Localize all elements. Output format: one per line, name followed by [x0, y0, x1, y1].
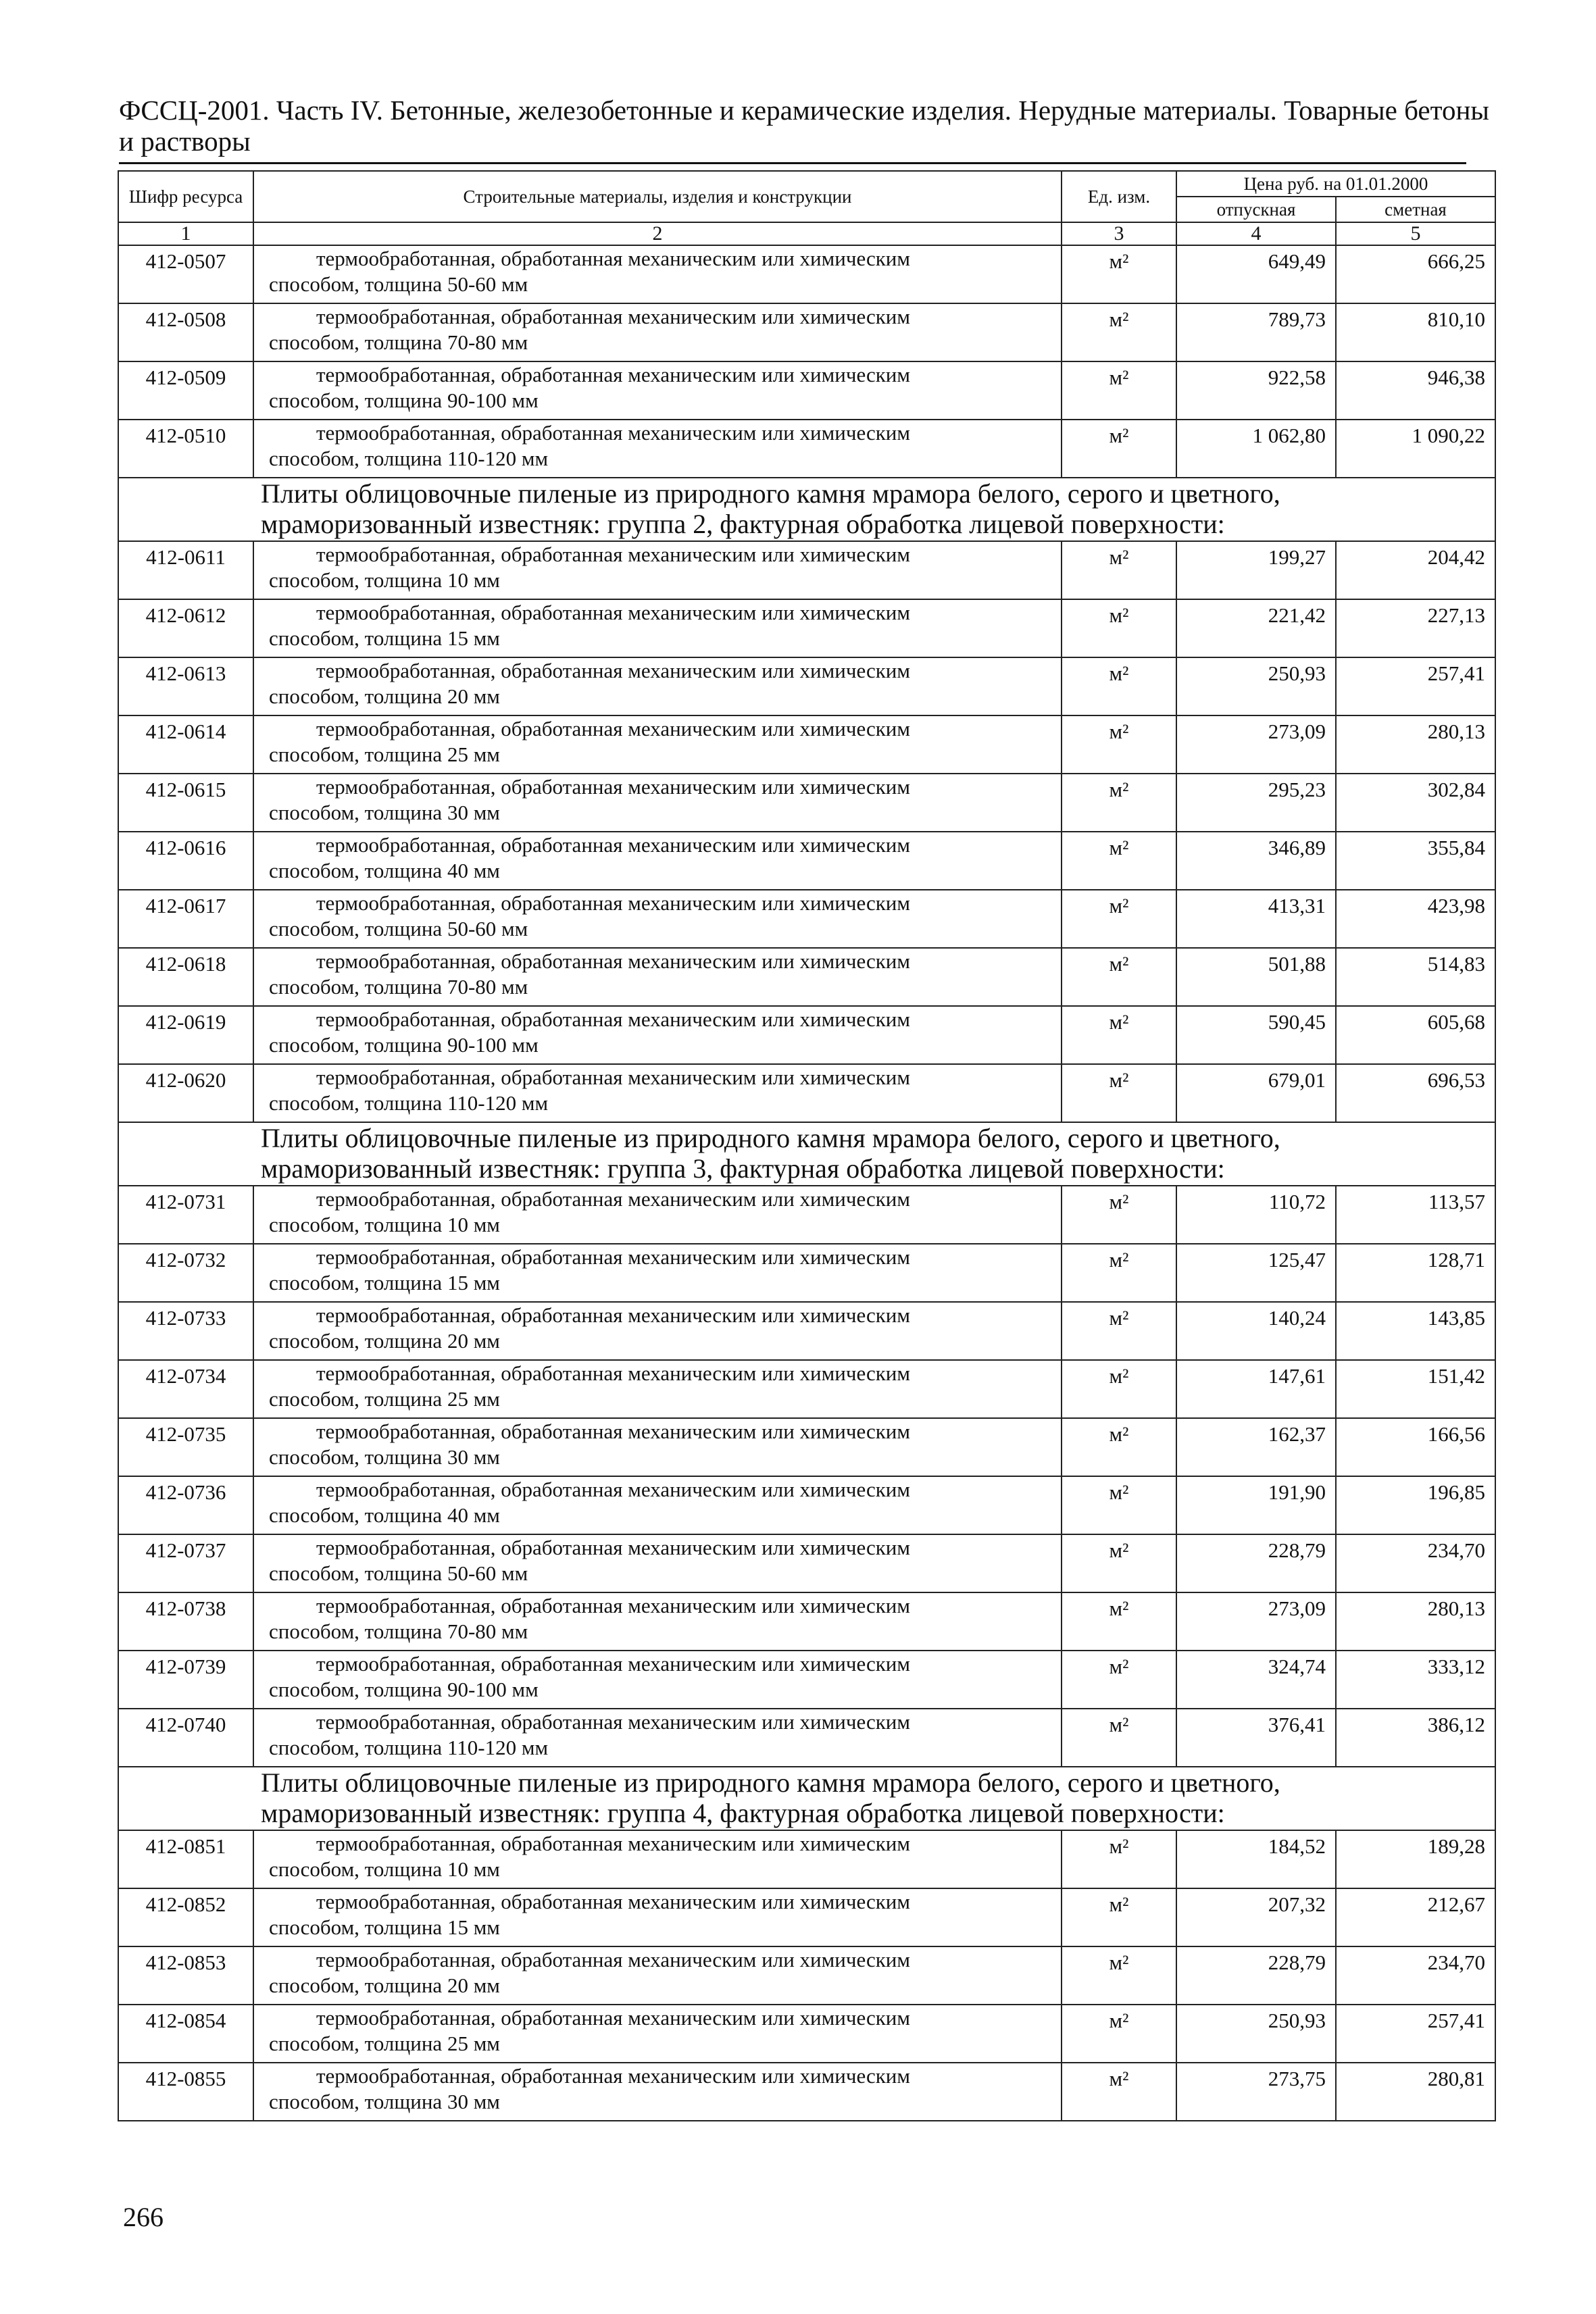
material-description — [253, 1476, 1062, 1534]
resource-code: 412-0732 — [118, 1244, 253, 1302]
estimate-price: 280,13 — [1336, 1592, 1495, 1651]
estimate-price: 227,13 — [1336, 599, 1495, 657]
table-row — [118, 774, 1495, 832]
thickness-line: способом, толщина 50-60 мм — [269, 1561, 528, 1585]
estimate-price: 151,42 — [1336, 1360, 1495, 1418]
material-description — [253, 1064, 1062, 1122]
unit-cell: м² — [1062, 1244, 1176, 1302]
thickness-line: способом, толщина 50-60 мм — [269, 917, 528, 940]
material-description — [253, 599, 1062, 657]
resource-code: 412-0612 — [118, 599, 253, 657]
estimate-price: 386,12 — [1336, 1709, 1495, 1767]
thickness-line: способом, толщина 30 мм — [269, 2090, 500, 2113]
unit-cell: м² — [1062, 1418, 1176, 1476]
material-description — [253, 948, 1062, 1006]
page-number: 266 — [123, 2202, 164, 2232]
unit-cell: м² — [1062, 1592, 1176, 1651]
resource-code: 412-0853 — [118, 1946, 253, 2005]
resource-code: 412-0734 — [118, 1360, 253, 1418]
release-price: 376,41 — [1176, 1709, 1336, 1767]
release-price: 162,37 — [1176, 1418, 1336, 1476]
estimate-price: 666,25 — [1336, 245, 1495, 303]
estimate-price: 514,83 — [1336, 948, 1495, 1006]
description-line: термообработанная, обработанная механическим или химическим — [316, 1652, 911, 1676]
resource-code: 412-0611 — [118, 541, 253, 599]
material-description — [253, 1946, 1062, 2005]
unit-cell: м² — [1062, 1302, 1176, 1360]
resource-code: 412-0615 — [118, 774, 253, 832]
resource-code: 412-0733 — [118, 1302, 253, 1360]
release-price: 649,49 — [1176, 245, 1336, 303]
release-price: 295,23 — [1176, 774, 1336, 832]
col-index: 3 — [1062, 222, 1176, 245]
table-row — [118, 715, 1495, 774]
table-row — [118, 420, 1495, 478]
description-line: термообработанная, обработанная механическим или химическим — [316, 775, 911, 799]
estimate-price: 605,68 — [1336, 1006, 1495, 1064]
thickness-line: способом, толщина 110-120 мм — [269, 1091, 549, 1115]
table-row — [118, 948, 1495, 1006]
release-price: 922,58 — [1176, 361, 1336, 420]
table-row — [118, 1006, 1495, 1064]
group-heading — [118, 478, 1495, 541]
resource-code: 412-0731 — [118, 1186, 253, 1244]
thickness-line: способом, толщина 10 мм — [269, 1857, 500, 1881]
table-row — [118, 1946, 1495, 2005]
resource-code: 412-0854 — [118, 2005, 253, 2063]
header-rule — [119, 162, 1466, 164]
release-price: 184,52 — [1176, 1830, 1336, 1888]
table-row — [118, 1592, 1495, 1651]
description-line: термообработанная, обработанная механическим или химическим — [316, 2064, 911, 2088]
column-index-row — [118, 222, 1495, 245]
material-description — [253, 245, 1062, 303]
col-code-header: Шифр ресурса — [118, 171, 253, 222]
estimate-price: 212,67 — [1336, 1888, 1495, 1946]
unit-cell: м² — [1062, 420, 1176, 478]
thickness-line: способом, толщина 20 мм — [269, 684, 500, 708]
release-price: 250,93 — [1176, 2005, 1336, 2063]
estimate-price: 696,53 — [1336, 1064, 1495, 1122]
unit-cell: м² — [1062, 1006, 1176, 1064]
thickness-line: способом, толщина 40 мм — [269, 1503, 500, 1527]
resource-code: 412-0618 — [118, 948, 253, 1006]
estimate-price: 423,98 — [1336, 890, 1495, 948]
col-name-header: Строительные материалы, изделия и конструкции — [253, 171, 1062, 222]
estimate-price: 810,10 — [1336, 303, 1495, 361]
unit-cell: м² — [1062, 303, 1176, 361]
thickness-line: способом, толщина 10 мм — [269, 568, 500, 592]
unit-cell: м² — [1062, 657, 1176, 715]
estimate-price: 280,81 — [1336, 2063, 1495, 2121]
thickness-line: способом, толщина 90-100 мм — [269, 1678, 539, 1701]
unit-cell: м² — [1062, 1651, 1176, 1709]
resource-code: 412-0617 — [118, 890, 253, 948]
thickness-line: способом, толщина 70-80 мм — [269, 330, 528, 354]
table-row — [118, 1709, 1495, 1767]
estimate-price: 280,13 — [1336, 715, 1495, 774]
description-line: термообработанная, обработанная механическим или химическим — [316, 1536, 911, 1559]
col-index: 5 — [1336, 222, 1495, 245]
table-row — [118, 2063, 1495, 2121]
description-line: термообработанная, обработанная механическим или химическим — [316, 1187, 911, 1211]
description-line: термообработанная, обработанная механическим или химическим — [316, 247, 911, 270]
description-line: термообработанная, обработанная механическим или химическим — [316, 1303, 911, 1327]
group-heading-row — [118, 1767, 1495, 1830]
material-description — [253, 832, 1062, 890]
col-index: 2 — [253, 222, 1062, 245]
material-description — [253, 1888, 1062, 1946]
resource-code: 412-0507 — [118, 245, 253, 303]
table-row — [118, 599, 1495, 657]
unit-cell: м² — [1062, 599, 1176, 657]
resource-code: 412-0852 — [118, 1888, 253, 1946]
description-line: термообработанная, обработанная механическим или химическим — [316, 601, 911, 624]
material-description — [253, 2063, 1062, 2121]
table-body — [118, 245, 1495, 2121]
material-description — [253, 1651, 1062, 1709]
unit-cell: м² — [1062, 1946, 1176, 2005]
resource-code: 412-0739 — [118, 1651, 253, 1709]
material-description — [253, 657, 1062, 715]
thickness-line: способом, толщина 90-100 мм — [269, 388, 539, 412]
material-description — [253, 1830, 1062, 1888]
unit-cell: м² — [1062, 2005, 1176, 2063]
table-row — [118, 361, 1495, 420]
release-price: 140,24 — [1176, 1302, 1336, 1360]
estimate-price: 166,56 — [1336, 1418, 1495, 1476]
material-description — [253, 1534, 1062, 1592]
thickness-line: способом, толщина 70-80 мм — [269, 1619, 528, 1643]
group-heading-line: Плиты облицовочные пиленые из природного камня мрамора белого, серого и цветного, — [261, 1123, 1280, 1153]
estimate-price: 189,28 — [1336, 1830, 1495, 1888]
description-line: термообработанная, обработанная механическим или химическим — [316, 1832, 911, 1855]
thickness-line: способом, толщина 15 мм — [269, 1915, 500, 1939]
resource-code: 412-0855 — [118, 2063, 253, 2121]
col-release-header: отпускная — [1176, 197, 1336, 222]
group-heading — [118, 1767, 1495, 1830]
description-line: термообработанная, обработанная механическим или химическим — [316, 1419, 911, 1443]
estimate-price: 234,70 — [1336, 1946, 1495, 2005]
resource-code: 412-0736 — [118, 1476, 253, 1534]
release-price: 110,72 — [1176, 1186, 1336, 1244]
material-description — [253, 1360, 1062, 1418]
col-estimate-header: сметная — [1336, 197, 1495, 222]
estimate-price: 196,85 — [1336, 1476, 1495, 1534]
table-row — [118, 1418, 1495, 1476]
release-price: 228,79 — [1176, 1946, 1336, 2005]
estimate-price: 946,38 — [1336, 361, 1495, 420]
unit-cell: м² — [1062, 890, 1176, 948]
description-line: термообработанная, обработанная механическим или химическим — [316, 421, 911, 445]
description-line: термообработанная, обработанная механическим или химическим — [316, 1065, 911, 1089]
release-price: 501,88 — [1176, 948, 1336, 1006]
thickness-line: способом, толщина 20 мм — [269, 1973, 500, 1997]
estimate-price: 302,84 — [1336, 774, 1495, 832]
description-line: термообработанная, обработанная механическим или химическим — [316, 717, 911, 740]
table-row — [118, 1830, 1495, 1888]
estimate-price: 128,71 — [1336, 1244, 1495, 1302]
material-description — [253, 774, 1062, 832]
material-description — [253, 361, 1062, 420]
release-price: 324,74 — [1176, 1651, 1336, 1709]
estimate-price: 257,41 — [1336, 2005, 1495, 2063]
table-row — [118, 832, 1495, 890]
description-line: термообработанная, обработанная механическим или химическим — [316, 1245, 911, 1269]
table-row — [118, 1302, 1495, 1360]
table-row — [118, 1651, 1495, 1709]
material-description — [253, 1302, 1062, 1360]
material-description — [253, 1592, 1062, 1651]
description-line: термообработанная, обработанная механическим или химическим — [316, 2006, 911, 2030]
unit-cell: м² — [1062, 541, 1176, 599]
table-row — [118, 1186, 1495, 1244]
table-row — [118, 541, 1495, 599]
thickness-line: способом, толщина 15 мм — [269, 626, 500, 650]
resource-code: 412-0851 — [118, 1830, 253, 1888]
estimate-price: 333,12 — [1336, 1651, 1495, 1709]
release-price: 199,27 — [1176, 541, 1336, 599]
table-row — [118, 1064, 1495, 1122]
table-row — [118, 1360, 1495, 1418]
release-price: 221,42 — [1176, 599, 1336, 657]
resource-code: 412-0616 — [118, 832, 253, 890]
description-line: термообработанная, обработанная механическим или химическим — [316, 1478, 911, 1501]
release-price: 250,93 — [1176, 657, 1336, 715]
thickness-line: способом, толщина 90-100 мм — [269, 1033, 539, 1057]
release-price: 679,01 — [1176, 1064, 1336, 1122]
table-row — [118, 1534, 1495, 1592]
col-price-header: Цена руб. на 01.01.2000 — [1176, 171, 1495, 197]
col-index: 1 — [118, 222, 253, 245]
group-heading — [118, 1122, 1495, 1186]
release-price: 590,45 — [1176, 1006, 1336, 1064]
material-description — [253, 1006, 1062, 1064]
description-line: термообработанная, обработанная механическим или химическим — [316, 1890, 911, 1913]
unit-cell: м² — [1062, 1709, 1176, 1767]
release-price: 346,89 — [1176, 832, 1336, 890]
thickness-line: способом, толщина 50-60 мм — [269, 272, 528, 296]
col-index: 4 — [1176, 222, 1336, 245]
material-description — [253, 541, 1062, 599]
col-unit-header: Ед. изм. — [1062, 171, 1176, 222]
unit-cell: м² — [1062, 715, 1176, 774]
description-line: термообработанная, обработанная механическим или химическим — [316, 305, 911, 328]
description-line: термообработанная, обработанная механическим или химическим — [316, 1948, 911, 1971]
release-price: 191,90 — [1176, 1476, 1336, 1534]
unit-cell: м² — [1062, 2063, 1176, 2121]
thickness-line: способом, толщина 10 мм — [269, 1213, 500, 1236]
resource-code: 412-0508 — [118, 303, 253, 361]
unit-cell: м² — [1062, 948, 1176, 1006]
material-description — [253, 1186, 1062, 1244]
thickness-line: способом, толщина 110-120 мм — [269, 447, 549, 470]
estimate-price: 234,70 — [1336, 1534, 1495, 1592]
description-line: термообработанная, обработанная механическим или химическим — [316, 1710, 911, 1734]
description-line: термообработанная, обработанная механическим или химическим — [316, 833, 911, 857]
table-row — [118, 245, 1495, 303]
estimate-price: 1 090,22 — [1336, 420, 1495, 478]
estimate-price: 113,57 — [1336, 1186, 1495, 1244]
release-price: 789,73 — [1176, 303, 1336, 361]
thickness-line: способом, толщина 25 мм — [269, 1387, 500, 1411]
description-line: термообработанная, обработанная механическим или химическим — [316, 891, 911, 915]
group-heading-row — [118, 478, 1495, 541]
unit-cell: м² — [1062, 1476, 1176, 1534]
release-price: 273,09 — [1176, 715, 1336, 774]
description-line: термообработанная, обработанная механическим или химическим — [316, 1594, 911, 1617]
table-row — [118, 890, 1495, 948]
release-price: 147,61 — [1176, 1360, 1336, 1418]
table-row — [118, 1476, 1495, 1534]
description-line: термообработанная, обработанная механическим или химическим — [316, 543, 911, 566]
estimate-price: 257,41 — [1336, 657, 1495, 715]
group-heading-line: мраморизованный известняк: группа 4, фактурная обработка лицевой поверхности: — [261, 1798, 1225, 1828]
unit-cell: м² — [1062, 361, 1176, 420]
group-heading-row — [118, 1122, 1495, 1186]
group-heading-line: Плиты облицовочные пиленые из природного камня мрамора белого, серого и цветного, — [261, 478, 1280, 509]
resource-code: 412-0738 — [118, 1592, 253, 1651]
thickness-line: способом, толщина 25 мм — [269, 2032, 500, 2055]
thickness-line: способом, толщина 40 мм — [269, 859, 500, 882]
estimate-price: 204,42 — [1336, 541, 1495, 599]
unit-cell: м² — [1062, 832, 1176, 890]
unit-cell: м² — [1062, 1534, 1176, 1592]
thickness-line: способом, толщина 110-120 мм — [269, 1736, 549, 1759]
estimate-price: 355,84 — [1336, 832, 1495, 890]
thickness-line: способом, толщина 15 мм — [269, 1271, 500, 1294]
unit-cell: м² — [1062, 1064, 1176, 1122]
thickness-line: способом, толщина 70-80 мм — [269, 975, 528, 999]
release-price: 413,31 — [1176, 890, 1336, 948]
estimate-price: 143,85 — [1336, 1302, 1495, 1360]
group-heading-line: мраморизованный известняк: группа 3, фактурная обработка лицевой поверхности: — [261, 1153, 1225, 1184]
thickness-line: способом, толщина 30 мм — [269, 801, 500, 824]
table-row — [118, 2005, 1495, 2063]
unit-cell: м² — [1062, 245, 1176, 303]
material-description — [253, 303, 1062, 361]
group-heading-line: мраморизованный известняк: группа 2, фактурная обработка лицевой поверхности: — [261, 509, 1225, 539]
material-description — [253, 2005, 1062, 2063]
group-heading-line: Плиты облицовочные пиленые из природного камня мрамора белого, серого и цветного, — [261, 1767, 1280, 1798]
material-description — [253, 890, 1062, 948]
description-line: термообработанная, обработанная механическим или химическим — [316, 1007, 911, 1031]
resource-code: 412-0620 — [118, 1064, 253, 1122]
unit-cell: м² — [1062, 1360, 1176, 1418]
description-line: термообработанная, обработанная механическим или химическим — [316, 1361, 911, 1385]
description-line: термообработанная, обработанная механическим или химическим — [316, 949, 911, 973]
unit-cell: м² — [1062, 1830, 1176, 1888]
release-price: 125,47 — [1176, 1244, 1336, 1302]
table-row — [118, 303, 1495, 361]
resource-code: 412-0740 — [118, 1709, 253, 1767]
release-price: 228,79 — [1176, 1534, 1336, 1592]
description-line: термообработанная, обработанная механическим или химическим — [316, 659, 911, 682]
resource-code: 412-0509 — [118, 361, 253, 420]
unit-cell: м² — [1062, 1888, 1176, 1946]
release-price: 273,09 — [1176, 1592, 1336, 1651]
document-header: ФССЦ-2001. Часть IV. Бетонные, железобетонные и керамические изделия. Нерудные материалы. Товарные бетоны и растворы — [119, 95, 1489, 157]
table-row — [118, 657, 1495, 715]
resource-code: 412-0613 — [118, 657, 253, 715]
release-price: 207,32 — [1176, 1888, 1336, 1946]
material-description — [253, 420, 1062, 478]
unit-cell: м² — [1062, 774, 1176, 832]
table-row — [118, 1888, 1495, 1946]
material-description — [253, 1418, 1062, 1476]
resource-code: 412-0737 — [118, 1534, 253, 1592]
resource-code: 412-0510 — [118, 420, 253, 478]
release-price: 273,75 — [1176, 2063, 1336, 2121]
price-table — [118, 170, 1496, 2121]
material-description — [253, 1709, 1062, 1767]
resource-code: 412-0614 — [118, 715, 253, 774]
material-description — [253, 1244, 1062, 1302]
description-line: термообработанная, обработанная механическим или химическим — [316, 363, 911, 386]
material-description — [253, 715, 1062, 774]
thickness-line: способом, толщина 25 мм — [269, 743, 500, 766]
resource-code: 412-0735 — [118, 1418, 253, 1476]
unit-cell: м² — [1062, 1186, 1176, 1244]
thickness-line: способом, толщина 30 мм — [269, 1445, 500, 1469]
thickness-line: способом, толщина 20 мм — [269, 1329, 500, 1353]
table-row — [118, 1244, 1495, 1302]
resource-code: 412-0619 — [118, 1006, 253, 1064]
release-price: 1 062,80 — [1176, 420, 1336, 478]
